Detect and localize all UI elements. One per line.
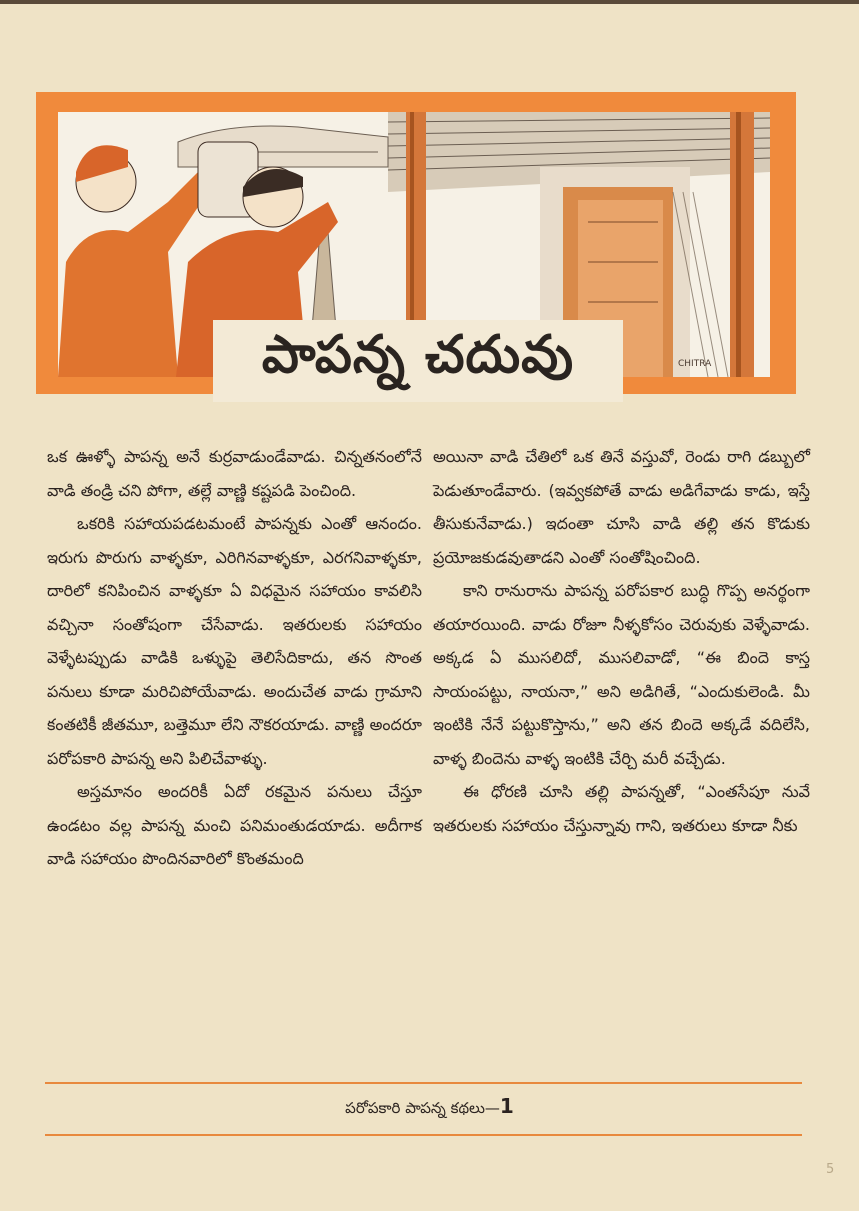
left-column bbox=[47, 440, 422, 876]
footer-text: పరోపకారి పాపన్న కథలు— bbox=[345, 1099, 500, 1117]
paragraph: ఒక ఊళ్ళో పాపన్న అనే కుర్రవాడుండేవాడు. చిన్నతనంలోనే వాడి తండ్రి చని పోగా, తల్లే వాణ్ణి కష్టపడి పెంచింది. bbox=[47, 447, 422, 500]
page-number: 1 bbox=[499, 1094, 514, 1118]
title-box bbox=[213, 320, 623, 402]
footer-rule-bottom bbox=[45, 1134, 802, 1136]
artist-signature: CHITRA bbox=[678, 359, 712, 369]
paragraph: ఒకరికి సహాయపడటమంటే పాపన్నకు ఎంతో ఆనందం. ఇరుగు పొరుగు వాళ్ళకూ, ఎరిగినవాళ్ళకూ, ఎరగనివాళ్ళకూ, దారిలో కనిపించిన వాళ్ళకూ ఏ విధమైన సహాయం కావలిసి వచ్చినా సంతోషంగా చేసేవాడు. ఇతరులకు సహాయం వెళ్ళేటప్పుడు వాడికి ఒళ్ళుపై తెలిసేదికాదు, తన సొంత పనులు కూడా మరిచిపోయేవాడు. అందుచేత వాడు గ్రామాని కంతటికీ జీతమూ, బత్తెమూ లేని నౌకరయాడు. వాణ్ణి అందరూ పరోపకారి పాపన్న అని పిలిచేవాళ్ళు. bbox=[47, 514, 422, 768]
paragraph: అస్తమానం అందరికీ ఏదో రకమైన పనులు చేస్తూ ఉండటం వల్ల పాపన్న మంచి పనిమంతుడయాడు. అదీగాక వాడి సహాయం పొందినవారిలో కొంతమంది bbox=[47, 782, 422, 868]
story-title: పాపన్న చదువు bbox=[261, 324, 575, 385]
paragraph: కాని రానురాను పాపన్న పరోపకార బుద్ధి గొప్ప అనర్థంగా తయారయింది. వాడు రోజూ నీళ్ళకోసం చెరువుకు వెళ్ళేవాడు. అక్కడ ఏ ముసలిదో, ముసలివాడో, “ఈ బిందె కాస్త సాయంపట్టు, నాయనా,” అని అడిగితే, “ఎందుకులెండి. మీ ఇంటికి నేనే పట్టుకొస్తాను,” అని తన బిందె అక్కడే వదిలేసి, వాళ్ళ బిందెను వాళ్ళ ఇంటికి చేర్చి మరీ వచ్చేడు. bbox=[433, 581, 810, 768]
page-mark: 5 bbox=[826, 1162, 835, 1177]
footer bbox=[0, 1094, 859, 1121]
right-column bbox=[433, 440, 810, 842]
paragraph: ఈ ధోరణి చూసి తల్లి పాపన్నతో, “ఎంతసేపూ నువే ఇతరులకు సహాయం చేస్తున్నావు గాని, ఇతరులు కూడా నీకు bbox=[433, 782, 810, 835]
paragraph: అయినా వాడి చేతిలో ఒక తినే వస్తువో, రెండు రాగి డబ్బులో పెడుతూండేవారు. (ఇవ్వకపోతే వాడు అడిగేవాడు కాడు, ఇస్తే తీసుకునేవాడు.) ఇదంతా చూసి వాడి తల్లి తన కొడుకు ప్రయోజకుడవుతాడని ఎంతో సంతోషించింది. bbox=[433, 447, 810, 567]
page-top-edge bbox=[0, 0, 859, 4]
footer-rule-top bbox=[45, 1082, 802, 1084]
